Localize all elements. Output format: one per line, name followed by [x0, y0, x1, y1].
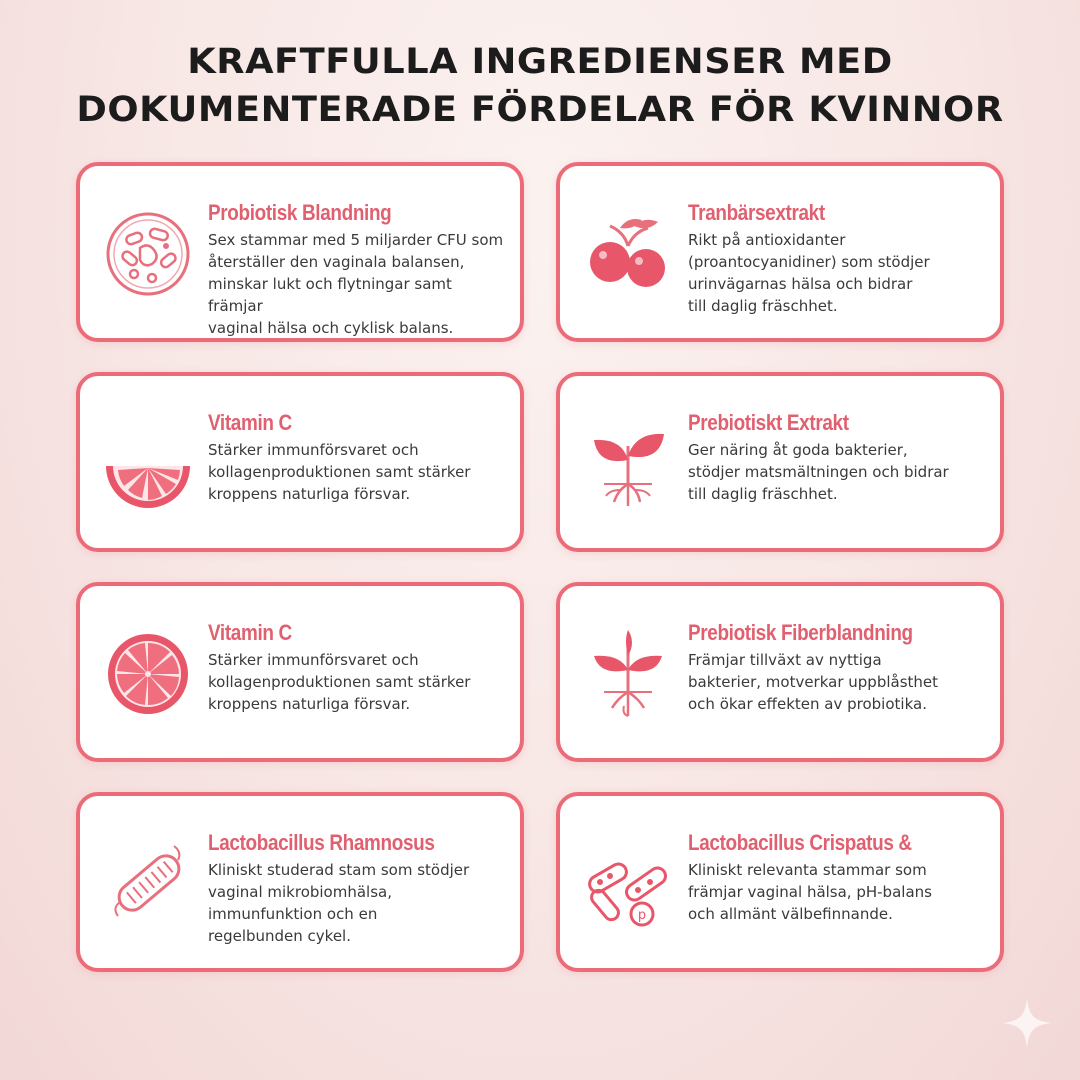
card-description: Kliniskt relevanta stammar som främjar vaginal hälsa, pH-balans och allmänt välbefinnande. [688, 861, 932, 923]
title-line-2: DOKUMENTERADE FÖRDELAR FÖR KVINNOR [76, 90, 1004, 130]
ingredient-card-prebiotic-extract [556, 372, 1004, 552]
ingredient-card-probiotic-blend [76, 162, 524, 342]
card-description: Främjar tillväxt av nyttiga bakterier, motverkar uppblåsthet och ökar effekten av probiotika. [688, 651, 939, 713]
bacteria-group-icon [584, 836, 672, 932]
card-title: Tranbärsextrakt [688, 200, 825, 225]
ingredient-card-l-crispatus [556, 792, 1004, 972]
citrus-wedge-icon [104, 416, 192, 512]
ingredient-card-vitamin-c-2 [76, 582, 524, 762]
card-title: Probiotisk Blandning [208, 200, 392, 225]
ingredient-card-vitamin-c-1 [76, 372, 524, 552]
ingredient-card-cranberry [556, 162, 1004, 342]
card-description: Stärker immunförsvaret och kollagenproduktionen samt stärker kroppens naturliga försvar. [208, 441, 471, 503]
card-description: Stärker immunförsvaret och kollagenproduktionen samt stärker kroppens naturliga försvar. [208, 651, 471, 713]
plant-roots-icon [584, 626, 672, 722]
ingredient-card-prebiotic-fiber [556, 582, 1004, 762]
card-description: Ger näring åt goda bakterier, stödjer matsmältningen och bidrar till daglig fräschhet. [688, 441, 949, 503]
card-description: Kliniskt studerad stam som stödjer vaginal mikrobiomhälsa, immunfunktion och en regelbunden cykel. [208, 861, 470, 945]
svg-text:p: p [637, 908, 647, 923]
sparkle-icon [1000, 996, 1054, 1050]
card-title: Prebiotiskt Extrakt [688, 410, 849, 435]
title-line-1: KRAFTFULLA INGREDIENSER MED [187, 42, 893, 82]
sprout-roots-icon [584, 416, 672, 512]
card-title: Lactobacillus Crispatus & [688, 830, 912, 855]
card-title: Prebiotisk Fiberblandning [688, 620, 913, 645]
cranberry-icon [584, 206, 672, 302]
card-title: Vitamin C [208, 410, 292, 435]
card-title: Vitamin C [208, 620, 292, 645]
card-title: Lactobacillus Rhamnosus [208, 830, 435, 855]
bacillus-icon [104, 836, 192, 932]
ingredient-card-l-rhamnosus [76, 792, 524, 972]
citrus-slice-icon [104, 626, 192, 722]
card-description: Sex stammar med 5 miljarder CFU som återställer den vaginala balansen, minskar lukt och flytningar samt främjar vaginal hälsa och cyklisk balans. [208, 231, 504, 337]
probiotic-cells-icon [104, 206, 192, 302]
card-description: Rikt på antioxidanter (proantocyanidiner) som stödjer urinvägarnas hälsa och bidrar till daglig fräschhet. [688, 231, 930, 315]
page-title [0, 38, 1080, 134]
